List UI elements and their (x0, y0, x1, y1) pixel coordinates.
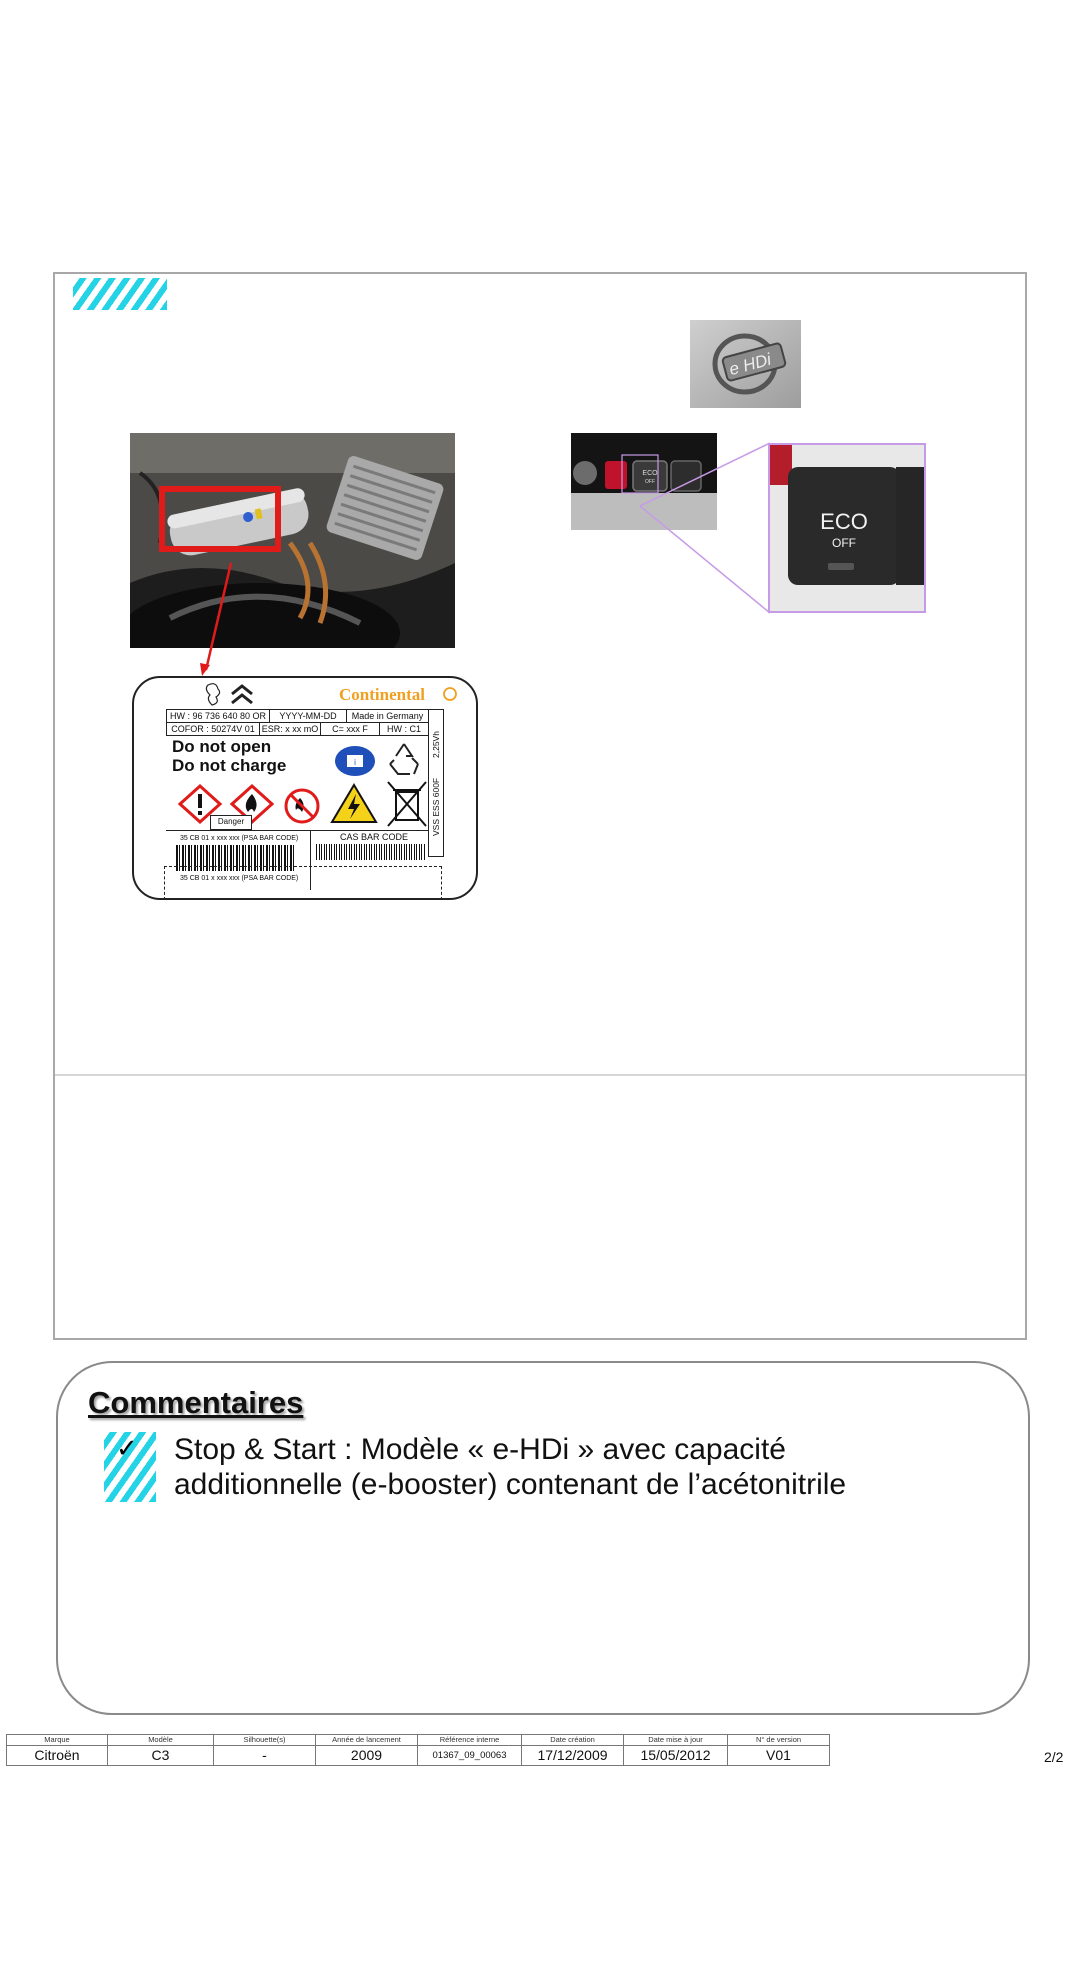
check-icon: ✓ (116, 1434, 138, 1464)
ehdi-badge-illustration (690, 320, 801, 408)
footer-header-cell: Année de lancement (316, 1735, 418, 1746)
manual-icon (334, 744, 380, 778)
frame-divider (55, 1074, 1025, 1076)
no-fire-icon (282, 786, 322, 826)
eco-button-illustration (770, 445, 924, 611)
svg-text:i: i (354, 758, 356, 767)
comment-line-1: Stop & Start : Modèle « e-HDi » avec capacité (174, 1433, 786, 1466)
continental-logo: Continental (339, 685, 425, 704)
psa-barcode-caption-top: 35 CB 01 x xxx xxx (PSA BAR CODE) (180, 835, 299, 842)
footer-value-cell: Citroën (7, 1746, 108, 1766)
danger-tag: Danger (210, 815, 252, 830)
cas-barcode-title: CAS BAR CODE (340, 832, 409, 842)
dashed-cut-line (164, 866, 442, 900)
page-number: 2/2 (1044, 1749, 1064, 1765)
hatch-marker (73, 278, 167, 310)
footer-header-row (7, 1735, 830, 1746)
comment-line-2: additionnelle (e-booster) contenant de l’acétonitrile (174, 1468, 847, 1501)
esr-value: ESR: x xx mO (259, 722, 321, 736)
footer-value-cell: 17/12/2009 (522, 1746, 624, 1766)
footer-header-cell: Marque (7, 1735, 108, 1746)
eco-button-zoom (768, 443, 926, 613)
ehdi-badge-text: e HDi (727, 349, 774, 380)
footer-header-cell: Référence interne (418, 1735, 522, 1746)
svg-text:OFF: OFF (645, 479, 655, 485)
footer-value-cell: 2009 (316, 1746, 418, 1766)
warning-line-2: Do not charge (172, 756, 287, 775)
warning-line-1: Do not open (172, 737, 272, 756)
cofor-code: COFOR : 50274V 01 (166, 722, 260, 736)
battery-label (132, 676, 478, 900)
hw-code: HW : C1 (379, 722, 429, 736)
hw-number: HW : 96 736 640 80 OR (166, 709, 270, 723)
footer-value-row (7, 1746, 830, 1766)
footer-value-cell: C3 (108, 1746, 214, 1766)
ehdi-badge-photo (690, 320, 801, 408)
recycle-icon (384, 740, 424, 778)
side-text-model: VSS ESS 600F (431, 777, 441, 836)
footer-header-cell: N° de version (728, 1735, 830, 1746)
psa-barcode-caption-bottom: 35 CB 01 x xxx xxx (PSA BAR CODE) (180, 875, 299, 882)
date-field: YYYY-MM-DD (269, 709, 347, 723)
svg-text:ECO: ECO (642, 470, 658, 477)
barcode-separator (166, 830, 429, 831)
footer-value-cell: V01 (728, 1746, 830, 1766)
crossed-bin-icon (384, 778, 430, 830)
side-text-voltage: 2,25Vh (431, 731, 441, 758)
eco-label: ECO (820, 509, 868, 534)
capacitance-value: C= xxx F (320, 722, 380, 736)
comments-title: Commentaires (88, 1385, 304, 1420)
cas-barcode (316, 844, 426, 860)
off-label: OFF (832, 536, 856, 550)
footer-value-cell: - (214, 1746, 316, 1766)
high-voltage-icon (330, 782, 380, 826)
continental-horse-icon (443, 687, 457, 701)
brand-logos (204, 681, 264, 707)
footer-header-cell: Silhouette(s) (214, 1735, 316, 1746)
footer-header-cell: Date mise à jour (624, 1735, 728, 1746)
made-in: Made in Germany (346, 709, 429, 723)
footer-value-cell: 01367_09_00063 (418, 1746, 522, 1766)
footer-header-cell: Modèle (108, 1735, 214, 1746)
footer-value-cell: 15/05/2012 (624, 1746, 728, 1766)
footer-header-cell: Date création (522, 1735, 624, 1746)
pointer-arrow (130, 520, 330, 690)
footer-table (6, 1734, 830, 1766)
